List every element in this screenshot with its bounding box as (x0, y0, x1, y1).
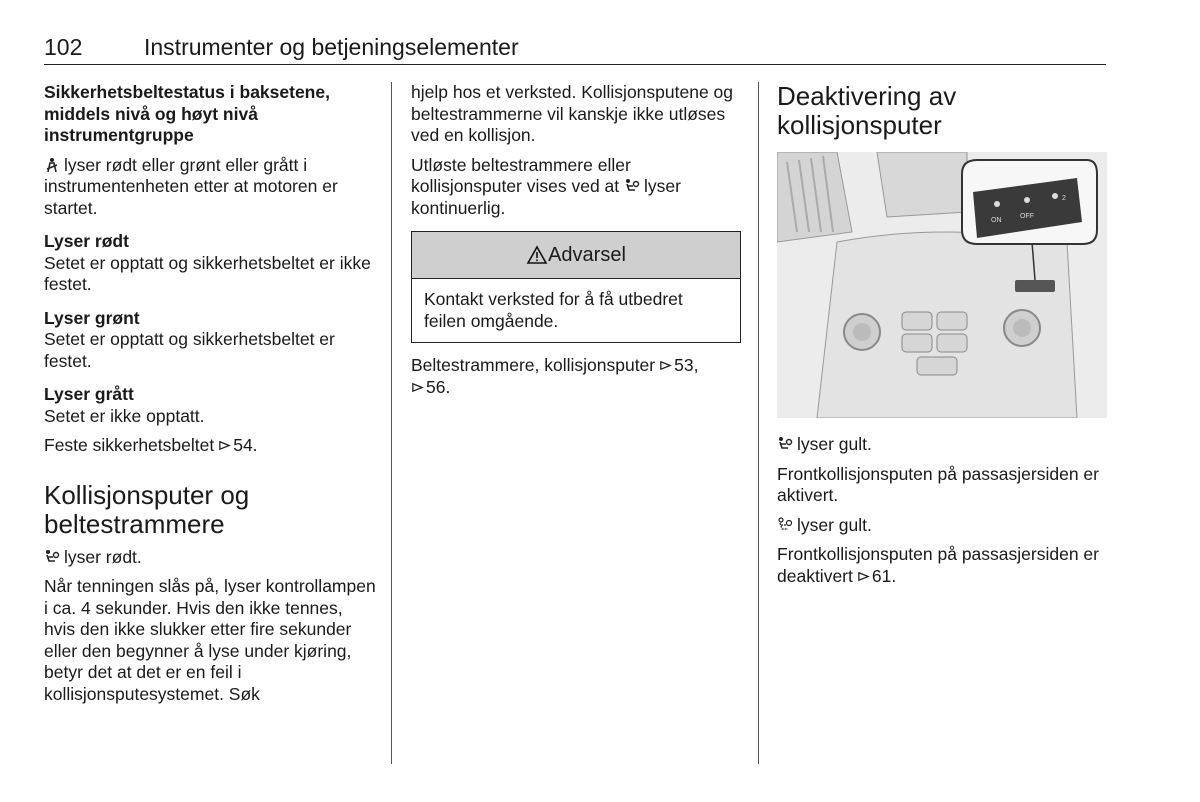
intro-text: lyser rødt eller grønt eller grått i instrumentenheten etter at motoren er startet. (44, 154, 338, 218)
warning-header (412, 232, 740, 279)
airbag-off-icon (777, 517, 793, 533)
off-label: OFF (1020, 213, 1034, 220)
page-reference-icon (659, 359, 672, 372)
paragraph: Setet er opptatt og sikkerhetsbeltet er ikke festet. (44, 252, 371, 294)
lyser-gront-heading: Lyser grønt (44, 307, 140, 328)
paragraph: Frontkollisjonsputen på passasjersiden er deaktivert 61. (777, 544, 1099, 586)
dashboard-illustration (777, 152, 1107, 418)
airbag-icon (44, 549, 60, 565)
seat-two-label: 2 (1062, 195, 1066, 202)
paragraph: Feste sikkerhetsbeltet 54. (44, 435, 258, 455)
page-title: Instrumenter og betjeningselementer (144, 34, 519, 60)
page-reference[interactable]: 61. (871, 565, 897, 586)
lyser-gratt-heading: Lyser grått (44, 384, 134, 404)
column-divider (758, 82, 759, 764)
warning-title: Advarsel (548, 243, 626, 266)
paragraph (44, 155, 376, 220)
warning-text: Kontakt verksted for å få utbedret feilen omgående. (424, 289, 683, 331)
airbag-icon (624, 178, 640, 194)
lyser-rodt-heading: Lyser rødt (44, 231, 129, 251)
airbag-on-icon (777, 436, 793, 452)
page-reference-icon (857, 570, 870, 583)
warning-triangle-icon (526, 245, 548, 265)
section-heading: Deaktivering av kollisjonsputer (777, 81, 957, 140)
page-number: 102 (44, 34, 83, 60)
paragraph: lyser gult. (777, 434, 1107, 456)
page-header (44, 34, 1106, 65)
paragraph: Når tenningen slås på, lyser kontrollampen i ca. 4 sekunder. Hvis den ikke tennes, hvis den ikke slukker etter fire sekunder eller den begynner å lyse under kjøring, betyr det at det er en feil i kollisjonsputesystemet. Søk (44, 576, 376, 704)
on-label: ON (991, 217, 1002, 224)
seatbelt-rear-icon (44, 157, 60, 173)
page-reference-icon (411, 381, 424, 394)
paragraph: Utløste beltestrammere eller kollisjonsputer vises ved at lyser kontinuerlig. (411, 154, 681, 218)
warning-box (411, 231, 741, 343)
page-reference[interactable]: 53, (674, 355, 699, 375)
page-reference[interactable]: 54. (233, 435, 258, 455)
paragraph: lyser rødt. (44, 547, 376, 569)
paragraph: Setet er opptatt og sikkerhetsbeltet er festet. (44, 329, 335, 371)
paragraph: Setet er ikke opptatt. (44, 405, 205, 426)
column-middle (411, 82, 741, 398)
paragraph: hjelp hos et verksted. Kollisjonsputene og beltestrammerne vil kanskje ikke utløses ved en kollisjon. (411, 82, 734, 145)
section-subheading: Sikkerhetsbeltestatus i baksetene, middels nivå og høyt nivå instrumentgruppe (44, 82, 330, 145)
column-left (44, 82, 376, 705)
page-reference-icon (218, 439, 231, 452)
page-reference[interactable]: 56. (426, 376, 451, 397)
section-heading: Kollisjonsputer og beltestrammere (44, 479, 250, 539)
column-right (777, 82, 1107, 587)
paragraph: lyser gult. (777, 515, 1107, 537)
paragraph: Beltestrammere, kollisjonsputer 53, 56. (411, 355, 699, 397)
paragraph: Frontkollisjonsputen på passasjersiden er aktivert. (777, 463, 1099, 505)
column-divider (391, 82, 392, 764)
